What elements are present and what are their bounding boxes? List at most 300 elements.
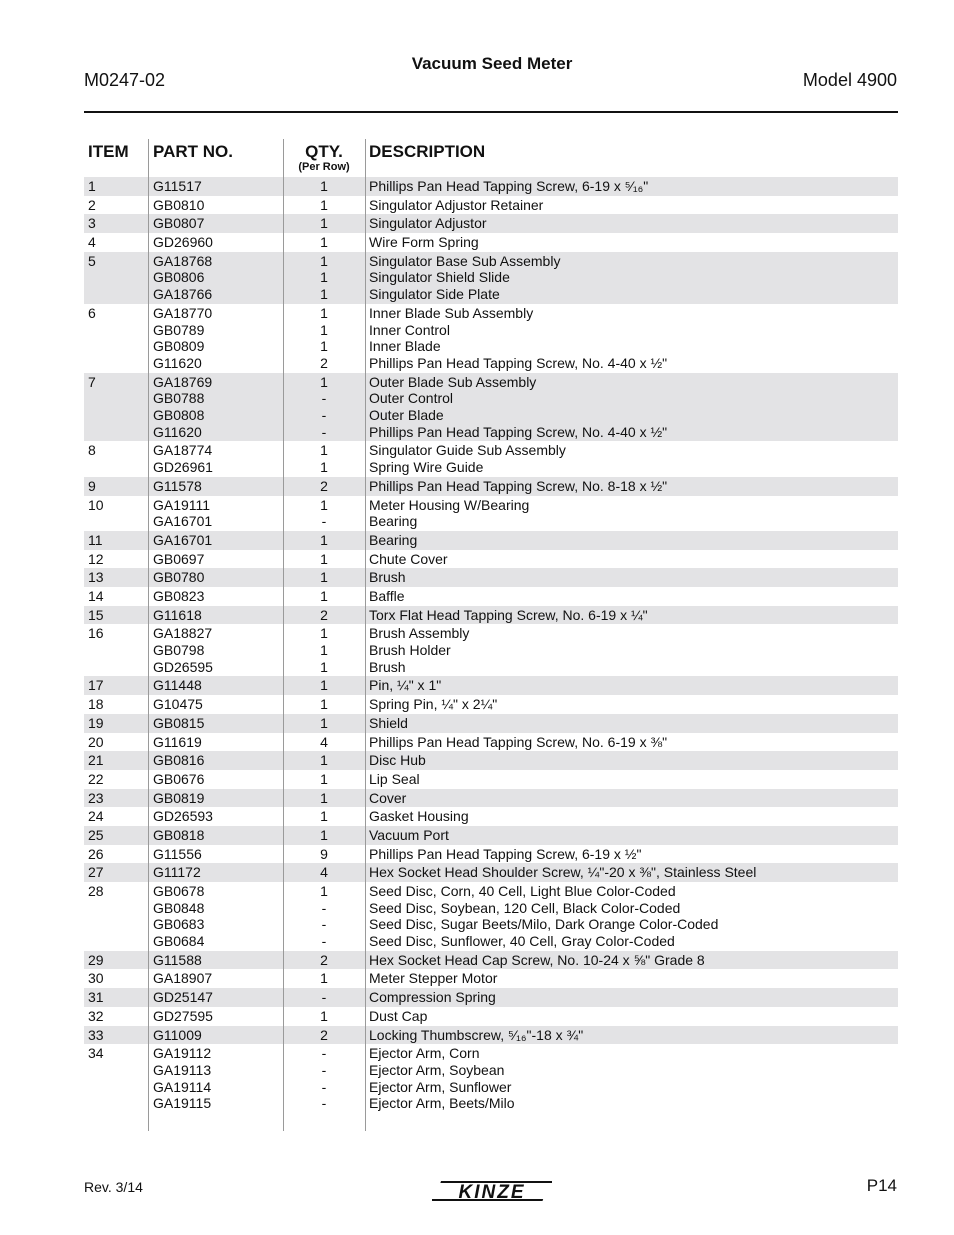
item-number-value: 34 [88, 1045, 104, 1062]
part-number-line: GD26595 [153, 658, 213, 675]
quantity [284, 607, 364, 624]
table-row [84, 496, 898, 531]
description-line: Bearing [369, 513, 418, 530]
item-number-value: 16 [88, 625, 104, 642]
part-number [153, 808, 213, 825]
item-number [88, 864, 104, 881]
description [369, 607, 648, 624]
item-number [88, 827, 104, 844]
part-number-line: G11448 [153, 677, 202, 694]
item-number-value: 19 [88, 714, 104, 731]
item-number-value: 20 [88, 733, 104, 750]
part-number [153, 790, 204, 807]
part-number-line: GB0798 [153, 642, 205, 659]
quantity [284, 234, 364, 251]
description-line: Shield [369, 714, 408, 731]
quantity [284, 808, 364, 825]
quantity [284, 864, 364, 881]
item-number-value: 11 [88, 531, 103, 548]
item-number-value: 23 [88, 789, 104, 806]
quantity [284, 197, 364, 214]
part-number [153, 1027, 202, 1044]
quantity-line: 1 [320, 714, 328, 731]
item-number-value: 27 [88, 864, 104, 881]
description-line: Seed Disc, Sunflower, 40 Cell, Gray Color-Coded [369, 933, 675, 950]
description-line: Baffle [369, 587, 405, 604]
description-line: Cover [369, 789, 407, 806]
part-number [153, 374, 212, 441]
part-number-line: GD25147 [153, 989, 213, 1006]
item-number-value: 3 [88, 215, 96, 232]
page-number: P14 [866, 1176, 897, 1195]
table-row [84, 477, 898, 496]
quantity-line: - [321, 1061, 327, 1078]
part-number-line: GA19114 [153, 1078, 212, 1095]
part-number-line: GA18766 [153, 286, 213, 303]
part-number [153, 625, 213, 675]
quantity [284, 374, 364, 441]
quantity-line: 1 [320, 304, 328, 321]
item-number [88, 808, 104, 825]
part-number-line: GB0806 [153, 269, 205, 286]
table-row [84, 845, 898, 864]
quantity-line: 1 [320, 531, 328, 548]
quantity-line: 9 [320, 845, 328, 862]
quantity-line: 1 [320, 178, 328, 194]
quantity-line: 1 [320, 789, 328, 806]
description [369, 864, 756, 881]
part-number-line: GA19111 [153, 496, 211, 513]
item-number-value: 30 [88, 970, 104, 987]
quantity [284, 970, 364, 987]
description [369, 827, 449, 844]
table-row [84, 177, 898, 196]
quantity-line: 1 [320, 625, 328, 642]
quantity [284, 551, 364, 568]
part-number [153, 305, 212, 372]
item-number-value: 17 [88, 677, 104, 694]
table-row [84, 1026, 898, 1045]
description-line: Hex Socket Head Shoulder Screw, ¼"-20 x ⅜", Stainless Steel [369, 864, 757, 881]
table-row [84, 624, 898, 676]
description-line: Singulator Adjustor Retainer [369, 196, 544, 213]
table-row [84, 531, 898, 550]
item-number [88, 696, 104, 713]
description-line: Singulator Side Plate [369, 286, 500, 303]
quantity [284, 989, 364, 1006]
description-line: Brush [369, 658, 406, 675]
description-line: Inner Blade Sub Assembly [369, 304, 534, 321]
description-line: Phillips Pan Head Tapping Screw, No. 4-40 x ½" [369, 423, 668, 440]
quantity-line: 1 [320, 587, 328, 604]
description [369, 734, 667, 751]
part-number-line: GD26960 [153, 234, 213, 251]
description [369, 752, 426, 769]
quantity-line: - [321, 423, 327, 440]
part-number-line: GA18827 [153, 625, 213, 642]
description [369, 790, 406, 807]
description [369, 1008, 427, 1025]
item-number [88, 625, 104, 642]
part-number-line: GA16701 [153, 531, 213, 548]
description [369, 374, 667, 441]
part-number-line: GB0809 [153, 338, 205, 355]
description [369, 883, 718, 950]
quantity [284, 883, 364, 950]
quantity [284, 771, 364, 788]
part-number [153, 442, 213, 475]
revision-label: Rev. 3/14 [84, 1179, 143, 1195]
quantity-line: 1 [320, 252, 328, 269]
description-line: Outer Blade Sub Assembly [369, 373, 537, 390]
description-line: Phillips Pan Head Tapping Screw, 6-19 x ½" [369, 845, 642, 862]
quantity-line: 1 [320, 696, 328, 713]
item-number-value: 28 [88, 883, 104, 899]
part-number [153, 696, 203, 713]
item-number-value: 2 [88, 196, 96, 213]
part-number [153, 588, 204, 605]
description-line: Spring Wire Guide [369, 459, 484, 476]
item-number [88, 677, 104, 694]
description-line: Inner Blade [369, 338, 441, 355]
part-number-line: GA19115 [153, 1095, 212, 1112]
part-number [153, 827, 204, 844]
part-number-line: GA18769 [153, 373, 213, 390]
table-row [84, 714, 898, 733]
item-number [88, 1008, 104, 1025]
part-number-line: GB0678 [153, 883, 205, 899]
table-row [84, 233, 898, 252]
part-number [153, 1045, 211, 1112]
item-number [88, 497, 104, 514]
part-number-line: G11618 [153, 606, 202, 623]
quantity [284, 734, 364, 751]
part-number-line: GD26961 [153, 459, 213, 476]
quantity [284, 532, 364, 549]
quantity [284, 677, 364, 694]
part-number [153, 215, 204, 232]
item-number-value: 8 [88, 442, 96, 459]
item-number-value: 9 [88, 477, 96, 494]
table-row [84, 304, 898, 373]
description-line: Meter Housing W/Bearing [369, 496, 530, 513]
item-number [88, 234, 96, 251]
quantity [284, 715, 364, 732]
part-number [153, 497, 212, 530]
part-number-line: GD26593 [153, 808, 213, 825]
description-line: Singulator Base Sub Assembly [369, 252, 561, 269]
description-line: Brush Holder [369, 642, 451, 659]
description-line: Phillips Pan Head Tapping Screw, No. 6-19 x ⅜" [369, 733, 668, 750]
quantity-line: - [321, 390, 327, 407]
table-row [84, 1044, 898, 1113]
quantity [284, 696, 364, 713]
description-line: Meter Stepper Motor [369, 970, 498, 987]
table-row [84, 826, 898, 845]
description [369, 253, 560, 303]
item-number [88, 532, 103, 549]
quantity-line: - [321, 407, 327, 424]
description-line: Torx Flat Head Tapping Screw, No. 6-19 x ¼" [369, 606, 648, 623]
item-number [88, 752, 104, 769]
item-number [88, 883, 104, 900]
description-line: Singulator Shield Slide [369, 269, 510, 286]
part-number [153, 551, 204, 568]
part-number-line: G11620 [153, 354, 202, 371]
table-row [84, 441, 898, 476]
description-line: Lip Seal [369, 770, 420, 787]
description-line: Seed Disc, Corn, 40 Cell, Light Blue Color-Coded [369, 883, 676, 899]
part-number-line: GA19112 [153, 1045, 212, 1062]
description [369, 715, 408, 732]
part-number [153, 989, 213, 1006]
quantity-line: - [321, 1078, 327, 1095]
description-line: Ejector Arm, Soybean [369, 1061, 505, 1078]
description-line: Chute Cover [369, 550, 448, 567]
part-number [153, 478, 202, 495]
quantity-line: 1 [320, 459, 328, 476]
kinze-logo [432, 1178, 552, 1204]
item-number [88, 771, 104, 788]
quantity-line: 1 [320, 496, 328, 513]
part-number-line: GB0780 [153, 569, 205, 586]
item-number [88, 952, 104, 969]
part-number-line: GB0684 [153, 933, 205, 950]
part-number [153, 752, 204, 769]
description [369, 771, 420, 788]
model-label: Model 4900 [802, 70, 897, 90]
table-row [84, 807, 898, 826]
description-line: Locking Thumbscrew, ⁵⁄₁₆"-18 x ¾" [369, 1026, 584, 1043]
table-row [84, 373, 898, 442]
quantity [284, 790, 364, 807]
part-number [153, 532, 212, 549]
quantity-line: - [321, 513, 327, 530]
quantity [284, 497, 364, 530]
part-number [153, 864, 201, 881]
table-row [84, 969, 898, 988]
item-number [88, 178, 96, 195]
column-header-qty: QTY. [305, 142, 343, 161]
part-number-line: GB0789 [153, 321, 205, 338]
part-number-line: GB0676 [153, 770, 205, 787]
part-number-line: GD27595 [153, 1007, 213, 1024]
table-row [84, 951, 898, 970]
quantity-line: 1 [320, 338, 328, 355]
description [369, 846, 641, 863]
part-number-line: GB0818 [153, 826, 205, 843]
description-line: Wire Form Spring [369, 234, 479, 251]
part-number [153, 677, 202, 694]
part-number-line: G11517 [153, 178, 202, 194]
table-header [84, 138, 898, 178]
part-number-line: G11172 [153, 864, 201, 881]
quantity-line: - [321, 916, 327, 933]
quantity-line: - [321, 933, 327, 950]
description-line: Brush [369, 569, 406, 586]
column-header-qty-note: (Per Row) [298, 161, 350, 173]
item-number-value: 10 [88, 496, 104, 513]
part-number-line: GA18774 [153, 442, 213, 459]
quantity-line: 1 [320, 196, 328, 213]
quantity-line: 1 [320, 752, 328, 769]
table-row [84, 676, 898, 695]
description-line: Outer Blade [369, 407, 444, 424]
description-line: Phillips Pan Head Tapping Screw, 6-19 x ⁵⁄₁₆" [369, 178, 649, 194]
quantity [284, 305, 364, 372]
description [369, 197, 543, 214]
item-number [88, 215, 96, 232]
part-number-line: GB0788 [153, 390, 205, 407]
description-line: Seed Disc, Soybean, 120 Cell, Black Color-Coded [369, 899, 681, 916]
item-number-value: 7 [88, 373, 96, 390]
table-row [84, 789, 898, 808]
item-number [88, 569, 104, 586]
item-number [88, 551, 104, 568]
part-number-line: G11619 [153, 733, 202, 750]
table-row [84, 695, 898, 714]
quantity-line: 1 [320, 215, 328, 232]
quantity [284, 1045, 364, 1112]
quantity [284, 625, 364, 675]
quantity-line: 1 [320, 373, 328, 390]
quantity [284, 442, 364, 475]
item-number-value: 5 [88, 252, 96, 269]
quantity-line: - [321, 1045, 327, 1062]
column-divider [365, 139, 366, 1131]
item-number-value: 6 [88, 304, 96, 321]
item-number [88, 715, 104, 732]
description-line: Inner Control [369, 321, 450, 338]
item-number-value: 15 [88, 606, 104, 623]
description [369, 305, 667, 372]
part-number-line: G11620 [153, 423, 202, 440]
table-row [84, 770, 898, 789]
part-number-line: GA18770 [153, 304, 213, 321]
part-number-line: GB0697 [153, 550, 205, 567]
part-number [153, 253, 212, 303]
quantity-line: 1 [320, 286, 328, 303]
part-number [153, 607, 202, 624]
description-line: Singulator Adjustor [369, 215, 487, 232]
description-line: Dust Cap [369, 1007, 428, 1024]
item-number-value: 33 [88, 1026, 104, 1043]
description [369, 1045, 515, 1112]
description-line: Pin, ¼" x 1" [369, 677, 442, 694]
page-title: Vacuum Seed Meter [411, 54, 573, 73]
quantity [284, 178, 364, 195]
description-line: Singulator Guide Sub Assembly [369, 442, 566, 459]
part-number-line: GB0819 [153, 789, 205, 806]
item-number [88, 1045, 104, 1062]
item-number [88, 1027, 104, 1044]
description-line: Outer Control [369, 390, 454, 407]
quantity-line: 2 [320, 354, 328, 371]
table-row [84, 568, 898, 587]
table-row [84, 550, 898, 569]
description [369, 696, 497, 713]
description [369, 808, 469, 825]
quantity [284, 752, 364, 769]
item-number-value: 32 [88, 1007, 104, 1024]
part-number [153, 970, 212, 987]
quantity-line: 1 [320, 658, 328, 675]
description [369, 625, 469, 675]
item-number [88, 846, 104, 863]
quantity-line: - [321, 899, 327, 916]
column-divider [148, 139, 149, 1131]
item-number-value: 26 [88, 845, 104, 862]
quantity-line: 1 [320, 677, 328, 694]
description [369, 989, 496, 1006]
part-number [153, 846, 202, 863]
description [369, 551, 448, 568]
column-header-part-no: PART NO. [153, 142, 233, 161]
description-line: Phillips Pan Head Tapping Screw, No. 8-18 x ½" [369, 477, 668, 494]
item-number [88, 588, 104, 605]
description-line: Brush Assembly [369, 625, 470, 642]
part-number-line: GB0848 [153, 899, 205, 916]
description [369, 215, 487, 232]
description [369, 952, 705, 969]
column-divider [283, 139, 284, 1131]
quantity-line: 1 [320, 321, 328, 338]
parts-table [84, 177, 898, 1113]
description-line: Ejector Arm, Corn [369, 1045, 480, 1062]
quantity-line: 1 [320, 269, 328, 286]
table-row [84, 1007, 898, 1026]
quantity-line: 1 [320, 569, 328, 586]
description [369, 677, 441, 694]
quantity [284, 952, 364, 969]
table-row [84, 606, 898, 625]
quantity-line: 1 [320, 883, 328, 899]
quantity [284, 253, 364, 303]
part-number [153, 197, 204, 214]
table-row [84, 587, 898, 606]
description-line: Ejector Arm, Beets/Milo [369, 1095, 515, 1112]
part-number-line: G11578 [153, 477, 202, 494]
quantity-line: 1 [320, 970, 328, 987]
part-number-line: GA19113 [153, 1061, 212, 1078]
description [369, 497, 529, 530]
quantity-line: 1 [320, 808, 328, 825]
item-number [88, 197, 96, 214]
quantity-line: 4 [320, 733, 328, 750]
description-line: Compression Spring [369, 989, 496, 1006]
description [369, 532, 417, 549]
description [369, 569, 406, 586]
quantity-line: 1 [320, 234, 328, 251]
description [369, 1027, 583, 1044]
quantity-line: 1 [320, 770, 328, 787]
quantity [284, 588, 364, 605]
column-header-item: ITEM [88, 142, 129, 161]
quantity [284, 1027, 364, 1044]
description-line: Vacuum Port [369, 826, 449, 843]
description-line: Seed Disc, Sugar Beets/Milo, Dark Orange Color-Coded [369, 916, 719, 933]
description [369, 588, 405, 605]
part-number [153, 178, 202, 195]
part-number [153, 734, 202, 751]
item-number-value: 14 [88, 587, 104, 604]
part-number [153, 952, 202, 969]
logo-text: KINZE [458, 1182, 526, 1203]
quantity [284, 569, 364, 586]
table-row [84, 863, 898, 882]
document-number: M0247-02 [84, 70, 166, 90]
description-line: Ejector Arm, Sunflower [369, 1078, 512, 1095]
